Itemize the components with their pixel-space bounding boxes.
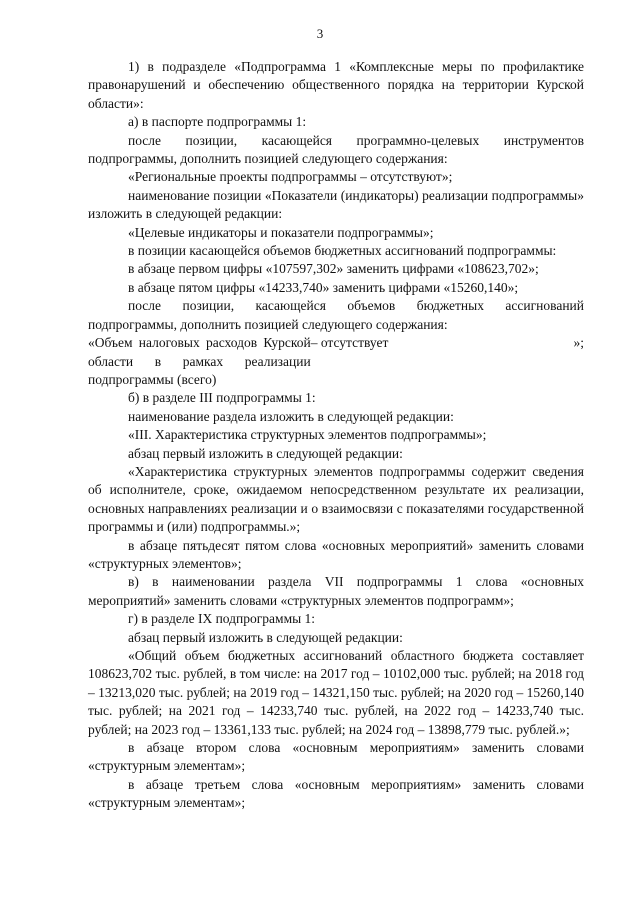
- page-number: 3: [316, 26, 324, 41]
- table-row: [88, 334, 584, 389]
- paragraph: в абзаце пятьдесят пятом слова «основных мероприятий» заменить словами «структурных элементов»;: [88, 537, 584, 571]
- paragraph: 1) в подразделе «Подпрограмма 1 «Комплексные меры по профилактике правонарушений и обеспечению общественного порядка на территории Курской области»:: [88, 59, 584, 111]
- paragraph: в) в наименовании раздела VII подпрограммы 1 слова «основных мероприятий» заменить словами «структурных элементов подпрограмм»;: [88, 574, 584, 608]
- paragraph: г) в разделе IX подпрограммы 1:: [128, 611, 316, 627]
- paragraph: «Характеристика структурных элементов подпрограммы содержит сведения об исполнителе, сроке, ожидаемом непосредственном результате их реализации, основных направлениях реализации и о взаимосвязи с показателями государственной программы и (или) подпрограммы.»;: [88, 463, 584, 535]
- table-label-cell: «Объем налоговых расходов Курской области в рамках реализации подпрограммы (всего): [88, 335, 311, 387]
- paragraph: б) в разделе III подпрограммы 1:: [128, 390, 316, 406]
- tax-expenditure-table: [88, 334, 584, 389]
- paragraph: в абзаце втором слова «основным мероприятиям» заменить словами «структурным элементам»;: [88, 740, 584, 774]
- paragraph: после позиции, касающейся объемов бюджетных ассигнований подпрограммы, дополнить позицией следующего содержания:: [88, 298, 584, 332]
- table-closing-quote: »;: [573, 335, 584, 351]
- paragraph: наименование позиции «Показатели (индикаторы) реализации подпрограммы» изложить в следующей редакции:: [88, 187, 584, 222]
- table-value: – отсутствует: [310, 335, 389, 351]
- paragraph: абзац первый изложить в следующей редакции:: [128, 629, 403, 645]
- paragraph: «Региональные проекты подпрограммы – отсутствуют»;: [128, 169, 453, 185]
- paragraph: в абзаце третьем слова «основным мероприятиям» заменить словами «структурным элементам»;: [88, 776, 584, 811]
- document-body: [88, 58, 584, 813]
- table-value-cell: [311, 334, 544, 389]
- paragraph: в абзаце пятом цифры «14233,740» заменить цифрами «15260,140»;: [128, 279, 519, 295]
- paragraph: в абзаце первом цифры «107597,302» заменить цифрами «108623,702»;: [128, 261, 539, 277]
- paragraph: наименование раздела изложить в следующей редакции:: [128, 408, 454, 424]
- paragraph: «Целевые индикаторы и показатели подпрограммы»;: [128, 224, 434, 240]
- paragraph: после позиции, касающейся программно-целевых инструментов подпрограммы, дополнить позицией следующего содержания:: [88, 132, 584, 167]
- paragraph: а) в паспорте подпрограммы 1:: [128, 114, 307, 130]
- paragraph: абзац первый изложить в следующей редакции:: [128, 445, 403, 461]
- paragraph: «III. Характеристика структурных элементов подпрограммы»;: [128, 427, 487, 443]
- paragraph: в позиции касающейся объемов бюджетных ассигнований подпрограммы:: [128, 243, 557, 259]
- paragraph: «Общий объем бюджетных ассигнований областного бюджета составляет 108623,702 тыс. рублей, в том числе: на 2017 год – 10102,000 тыс. рублей; на 2018 год – 13213,020 тыс. рублей; на 2019 год – 14321,150 тыс. рублей; на 2020 год – 15260,140 тыс. рублей; на 2021 год – 14233,740 тыс. рублей, на 2022 год – 14233,740 тыс. рублей; на 2023 год – 13361,133 тыс. рублей; на 2024 год – 13898,779 тыс. рублей.»;: [88, 648, 584, 737]
